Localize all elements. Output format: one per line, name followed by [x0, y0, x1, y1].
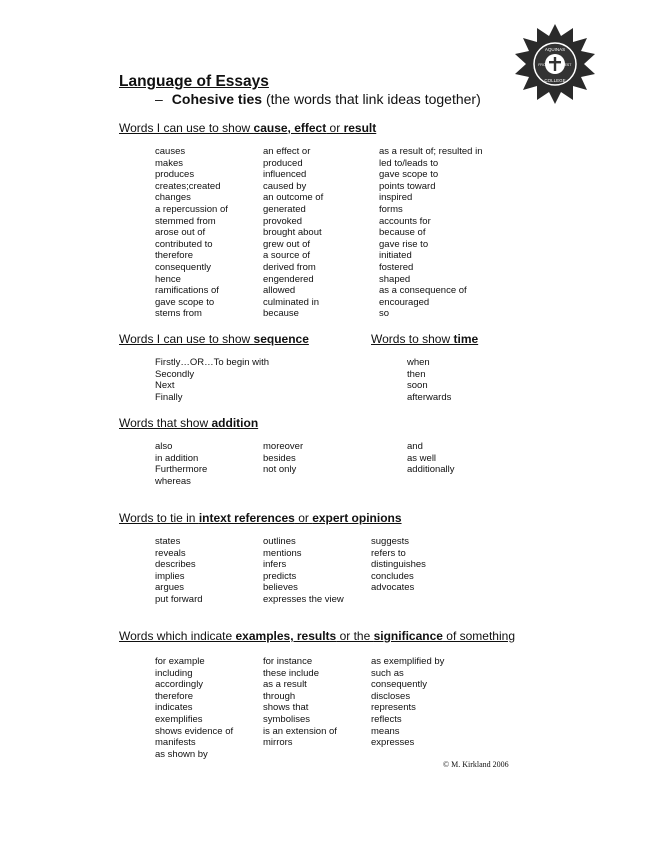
addition-words-col2: [263, 441, 303, 476]
word-item: an outcome of: [263, 192, 324, 204]
word-item: engendered: [263, 273, 314, 285]
word-item: initiated: [379, 250, 412, 262]
word-item: advocates: [371, 582, 415, 594]
word-item: discloses: [371, 690, 411, 702]
page-subtitle: [155, 91, 481, 107]
word-item: influenced: [263, 169, 307, 181]
word-item: besides: [263, 452, 296, 464]
word-item: grew out of: [263, 238, 310, 250]
word-item: an effect or: [263, 146, 311, 157]
word-item: stemmed from: [155, 215, 216, 227]
word-item: describes: [155, 559, 196, 571]
word-item: implies: [155, 570, 185, 582]
word-item: Next: [155, 380, 175, 392]
word-item: causes: [155, 146, 186, 157]
word-item: refers to: [371, 547, 406, 559]
word-item: culminated in: [263, 296, 319, 308]
examples-words-col1: [155, 656, 233, 760]
sequence-words-col1: [155, 357, 269, 403]
word-item: as a consequence of: [379, 285, 467, 297]
logo-text-left: FRO: [538, 63, 546, 67]
copyright-notice: © M. Kirkland 2006: [443, 760, 509, 769]
word-item: predicts: [263, 570, 297, 582]
references-words-col3: [371, 536, 426, 594]
word-item: Firstly…OR…To begin with: [155, 357, 270, 368]
addition-heading: [119, 416, 258, 430]
word-item: in addition: [155, 452, 199, 464]
cause-effect-heading: [119, 121, 376, 135]
examples-words-col2: [263, 656, 337, 749]
word-item: as well: [407, 452, 437, 464]
word-item: creates;created: [155, 180, 221, 192]
heading-bold: intext references: [198, 511, 295, 525]
addition-words-col1: [155, 441, 207, 487]
word-item: consequently: [155, 261, 211, 273]
word-item: exemplifies: [155, 713, 203, 725]
word-item: stems from: [155, 308, 202, 320]
word-item: arose out of: [155, 227, 206, 239]
word-item: mirrors: [263, 737, 293, 749]
word-item: symbolises: [263, 713, 310, 725]
heading-text: Words which indicate: [119, 629, 236, 643]
word-item: expresses the view: [263, 593, 344, 605]
word-item: such as: [371, 667, 404, 679]
word-item: when: [407, 357, 430, 368]
heading-text: Words I can use to show: [119, 332, 254, 346]
word-item: distinguishes: [371, 559, 426, 571]
time-words-col1: [407, 357, 451, 403]
word-item: gave scope to: [379, 169, 439, 181]
word-item: points toward: [379, 180, 436, 192]
word-item: brought about: [263, 227, 322, 239]
word-item: generated: [263, 203, 306, 215]
logo-text-bottom: COLLEGE: [544, 78, 566, 83]
heading-bold: significance: [373, 629, 443, 643]
word-item: through: [263, 690, 296, 702]
word-item: reflects: [371, 713, 402, 725]
heading-text: or: [326, 121, 344, 135]
word-item: and: [407, 441, 423, 452]
word-item: put forward: [155, 593, 203, 605]
word-item: consequently: [371, 679, 427, 691]
subtitle-bold: Cohesive ties: [171, 91, 263, 107]
heading-text: Words that show: [119, 416, 212, 430]
word-item: soon: [407, 380, 428, 392]
word-item: indicates: [155, 702, 193, 714]
word-item: shows evidence of: [155, 725, 234, 737]
word-item: derived from: [263, 261, 316, 273]
word-item: believes: [263, 582, 298, 594]
word-item: as a result: [263, 679, 307, 691]
word-item: gave rise to: [379, 238, 429, 250]
word-item: is an extension of: [263, 725, 337, 737]
heading-text: of something: [442, 629, 515, 643]
heading-bold: time: [453, 332, 479, 346]
word-item: hence: [155, 273, 181, 285]
college-crest-icon: [515, 24, 595, 104]
word-item: manifests: [155, 737, 196, 749]
word-item: produces: [155, 169, 195, 181]
logo-text-top: AQUINAS: [544, 47, 566, 52]
word-item: ramifications of: [155, 285, 219, 297]
time-heading: [371, 332, 478, 346]
word-item: makes: [155, 157, 183, 169]
sequence-heading: [119, 332, 309, 346]
word-item: as shown by: [155, 748, 208, 760]
word-item: these include: [263, 667, 319, 679]
word-item: Finally: [155, 391, 183, 403]
word-item: concludes: [371, 570, 414, 582]
word-item: accordingly: [155, 679, 204, 691]
heading-text: Words I can use to show: [119, 121, 254, 135]
heading-text: or the: [336, 629, 374, 643]
word-item: because of: [379, 227, 426, 239]
word-item: moreover: [263, 441, 304, 452]
references-words-col1: [155, 536, 203, 606]
word-item: because: [263, 308, 299, 320]
word-item: produced: [263, 157, 303, 169]
word-item: accounts for: [379, 215, 431, 227]
word-item: Secondly: [155, 368, 195, 380]
subtitle-rest: (the words that link ideas together): [262, 91, 481, 107]
word-item: fostered: [379, 261, 414, 273]
examples-heading: [119, 629, 515, 643]
word-item: led to/leads to: [379, 157, 439, 169]
word-item: allowed: [263, 285, 296, 297]
heading-text: or: [294, 511, 313, 525]
cause-words-col2: [263, 146, 323, 320]
heading-text: Words to tie in: [119, 511, 199, 525]
word-item: shows that: [263, 702, 309, 714]
word-item: including: [155, 667, 193, 679]
word-item: suggests: [371, 536, 410, 547]
word-item: for example: [155, 656, 205, 667]
heading-bold: result: [343, 121, 377, 135]
heading-bold: examples, results: [235, 629, 337, 643]
examples-words-col3: [371, 656, 444, 749]
logo-text-right: EST: [564, 63, 572, 67]
word-item: represents: [371, 702, 416, 714]
word-item: provoked: [263, 215, 303, 227]
word-item: Furthermore: [155, 464, 208, 476]
word-item: encouraged: [379, 296, 430, 308]
word-item: mentions: [263, 547, 302, 559]
word-item: infers: [263, 559, 287, 571]
word-item: gave scope to: [155, 296, 215, 308]
subtitle-dash: –: [155, 91, 163, 107]
heading-text: Words to show: [371, 332, 454, 346]
heading-bold: expert opinions: [312, 511, 402, 525]
word-item: afterwards: [407, 391, 452, 403]
word-item: whereas: [155, 475, 191, 487]
word-item: therefore: [155, 250, 194, 262]
word-item: changes: [155, 192, 191, 204]
word-item: also: [155, 441, 173, 452]
word-item: a source of: [263, 250, 310, 262]
word-item: caused by: [263, 180, 307, 192]
cause-words-col1: [155, 146, 228, 320]
word-item: not only: [263, 464, 297, 476]
word-item: contributed to: [155, 238, 213, 250]
word-item: expresses: [371, 737, 415, 749]
heading-bold: cause, effect: [253, 121, 327, 135]
word-item: as a result of; resulted in: [379, 146, 483, 157]
references-heading: [119, 511, 402, 525]
word-item: reveals: [155, 547, 186, 559]
word-item: states: [155, 536, 181, 547]
word-item: forms: [379, 203, 403, 215]
word-item: inspired: [379, 192, 413, 204]
word-item: then: [407, 368, 426, 380]
word-item: therefore: [155, 690, 194, 702]
references-words-col2: [263, 536, 344, 606]
word-item: outlines: [263, 536, 296, 547]
heading-bold: sequence: [253, 332, 309, 346]
word-item: as exemplified by: [371, 656, 445, 667]
word-item: argues: [155, 582, 185, 594]
addition-words-col3: [407, 441, 455, 476]
word-item: means: [371, 725, 400, 737]
word-item: additionally: [407, 464, 455, 476]
word-item: for instance: [263, 656, 313, 667]
word-item: a repercussion of: [155, 203, 228, 215]
heading-bold: addition: [211, 416, 259, 430]
word-item: shaped: [379, 273, 411, 285]
cause-words-col3: [379, 146, 483, 320]
page-title: Language of Essays: [119, 73, 269, 90]
word-item: so: [379, 308, 390, 320]
